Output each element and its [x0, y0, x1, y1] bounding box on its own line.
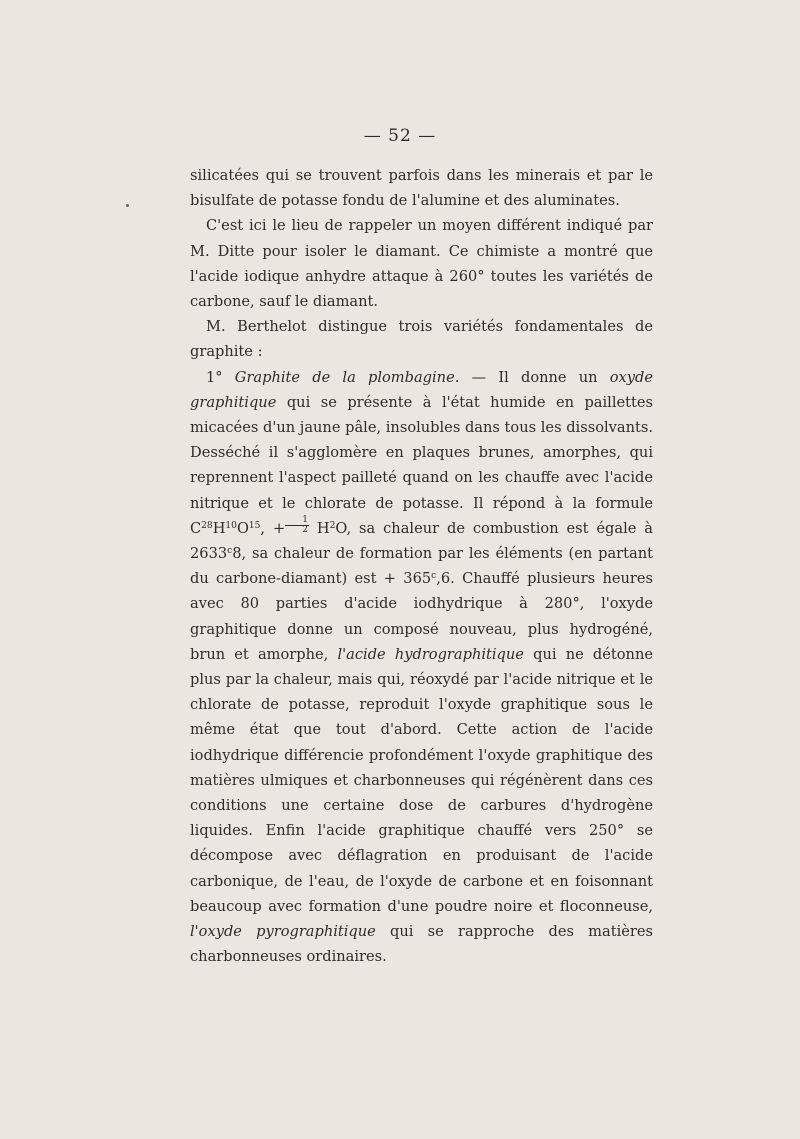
- term-oxyde-graphitique: oxyde graphitique: [190, 368, 653, 411]
- section-heading: Graphite de la plombagine.: [234, 368, 460, 386]
- text-run: qui se rapproche des matières charbonneuses ordinaires.: [190, 923, 653, 966]
- text-run: qui ne détonne plus par la chaleur, mais qui, réoxydé par l'acide nitrique et le chlorate de potasse, reproduit l'oxyde graphitique sous le même état que tout d'abord. Cette action de l'acide iodhydrique différencie profondément l'oxyde graphitique des matières ulmiques et charbonneuses qui régénèrent dans ces conditions une certaine dose de carbures d'hydrogène liquides. Enfin l'acide graphitique chauffé vers 250° se décompose avec déflagration en produisant de l'acide carbonique, de l'eau, de l'oxyde de carbone et en foisonnant beaucoup avec formation d'une poudre noire et floconneuse,: [190, 645, 653, 915]
- paragraph-4: 1° Graphite de la plombagine. — Il donne un oxyde graphitique qui se présente à l'état humide en paillettes micacées d'un jaune pâle, insolubles dans tous les dissolvants. Desséché il s'agglomère en plaques brunes, amorphes, qui reprennent l'aspect pailleté quand on les chauffe avec l'acide nitrique et le chlorate de potasse. Il répond à la formule $C^{28}H^{10}O^{15}$, + $\frac{1}{2}$ $H^2O$, sa chaleur de combustion est égale à 2633$^c$8, sa chaleur de formation par les éléments (en partant du carbone-diamant) est + $365^c,6$. Chauffé plusieurs heures avec 80 parties d'acide iodhydrique à 280°, l'oxyde graphitique donne un composé nouveau, plus hydrogéné, brun et amorphe, l'acide hydrographitique qui ne détonne plus par la chaleur, mais qui, réoxydé par l'acide nitrique et le chlorate de potasse, reproduit l'oxyde graphitique sous le même état que tout d'abord. Cette action de l'acide iodhydrique différencie profondément l'oxyde graphitique des matières ulmiques et charbonneuses qui régénèrent dans ces conditions une certaine dose de carbures d'hydrogène liquides. Enfin l'acide graphitique chauffé vers 250° se décompose avec déflagration en produisant de l'acide carbonique, de l'eau, de l'oxyde de carbone et en foisonnant beaucoup avec formation d'une poudre noire et floconneuse, l'oxyde pyrographitique qui se rapproche des matières charbonneuses ordinaires.: [190, 368, 653, 966]
- text-run: ,6. Chauffé plusieurs heures avec 80 parties d'acide iodhydrique à 280°, l'oxyde graphitique donne un composé nouveau, plus hydrogéné, brun et amorphe,: [190, 570, 653, 663]
- fraction-denominator: 2: [302, 524, 308, 535]
- formula-part: H: [308, 519, 330, 537]
- paragraph-2: C'est ici le lieu de rappeler un moyen différent indiqué par M. Ditte pour isoler le diamant. Ce chimiste a montré que l'acide iodique anhydre attaque à 260° toutes les variétés de carbone, sauf le diamant.: [190, 217, 653, 311]
- unit-superscript: c: [227, 546, 233, 557]
- paragraph-1: silicatées qui se trouvent parfois dans les minerais et par le bisulfate de potasse fondu de l'alumine et des aluminates.: [190, 167, 653, 210]
- formula-part: H: [212, 519, 226, 537]
- text-run: 8, sa chaleur de formation par les éléments (en partant du carbone-diamant) est + 365: [190, 545, 653, 588]
- body-text: [190, 163, 653, 970]
- chemical-formula: [190, 520, 260, 537]
- margin-mark: [126, 204, 129, 207]
- formula-part: C: [190, 519, 202, 537]
- page-number: — 52 —: [363, 126, 437, 146]
- list-number: 1°: [206, 368, 223, 386]
- formula-superscript: 2: [329, 520, 336, 531]
- fraction: [285, 516, 309, 535]
- fraction-numerator: 1: [285, 516, 309, 526]
- formula-superscript: 15: [248, 520, 261, 531]
- text-run: — Il donne un: [459, 368, 610, 386]
- formula-superscript: 28: [201, 520, 213, 531]
- formula-part: O: [335, 519, 347, 537]
- unit-superscript: c: [431, 571, 437, 582]
- text-run: qui se présente à l'état humide en paillettes micacées d'un jaune pâle, insolubles dans tous les dissolvants. Desséché il s'agglomère en plaques brunes, amorphes, qui reprennent l'aspect pailleté quand on les chauffe avec l'acide nitrique et le chlorate de potasse. Il répond à la formule: [190, 393, 653, 512]
- term-oxyde-pyrographitique: l'oxyde pyrographitique: [190, 923, 376, 941]
- paragraph-3: M. Berthelot distingue trois variétés fondamentales de graphite :: [190, 318, 653, 361]
- text-run: , sa chaleur de combustion est égale à 2633: [190, 519, 653, 563]
- text-run: ,: [260, 519, 273, 537]
- formula-superscript: 10: [225, 520, 237, 531]
- formula-part: O: [236, 519, 249, 537]
- term-acide-hydrographitique: l'acide hydrographitique: [337, 645, 524, 663]
